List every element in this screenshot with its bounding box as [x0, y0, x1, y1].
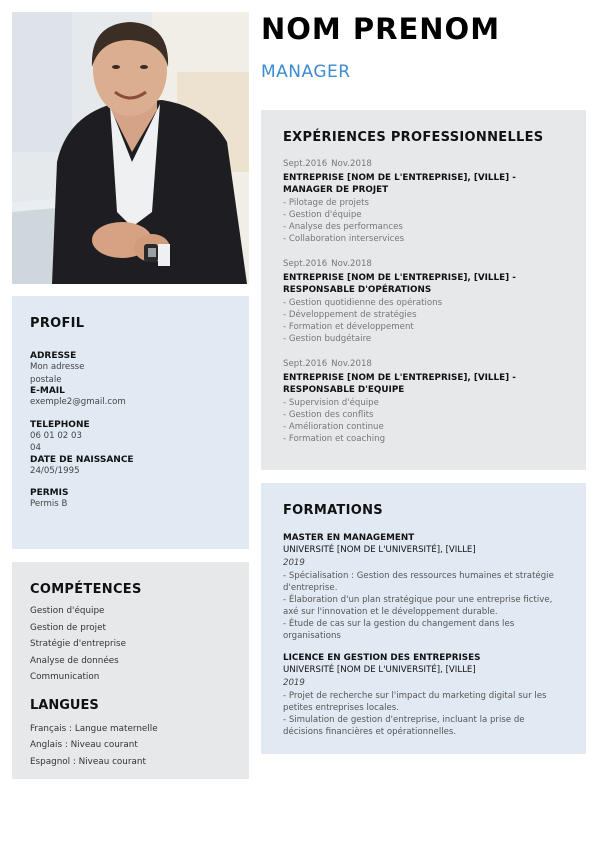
experience-bullet: - Gestion budgétaire: [283, 334, 372, 344]
school-name: UNIVERSITÉ [NOM DE L'UNIVERSITÉ], [VILLE]: [283, 665, 476, 675]
start-date: Sept.2016: [283, 159, 328, 169]
experience-item: [283, 159, 564, 245]
end-date: Nov.2018: [331, 259, 372, 269]
experience-bullet: - Pilotage de projets: [283, 198, 370, 208]
address-value: Mon adresse postale: [30, 362, 85, 385]
profile-title: PROFIL: [30, 316, 85, 331]
education-line: - Simulation de gestion d'entreprise, incluant la prise de décisions financières et opérationnelles.: [283, 715, 525, 737]
experience-bullet: - Amélioration continue: [283, 422, 384, 432]
education-line: - Spécialisation : Gestion des ressources humaines et stratégie d'entreprise.: [283, 571, 554, 593]
education-line: - Étude de cas sur la gestion du changement dans les organisations: [283, 619, 515, 641]
end-date: Nov.2018: [331, 359, 372, 369]
experience-bullet: - Collaboration interservices: [283, 234, 405, 244]
experience-bullet: - Gestion quotidienne des opérations: [283, 298, 443, 308]
experience-section: [261, 110, 586, 470]
end-date: Nov.2018: [331, 159, 372, 169]
experience-dates: [283, 359, 564, 369]
birthdate-value: 24/05/1995: [30, 465, 80, 476]
experience-dates: [283, 159, 564, 169]
birthdate-label: DATE DE NAISSANCE: [30, 454, 134, 465]
experience-item: [283, 359, 564, 445]
education-year: 2019: [283, 678, 305, 688]
languages-title: LANGUES: [30, 697, 99, 713]
experience-heading: ENTREPRISE [NOM DE L'ENTREPRISE], [VILLE] - RESPONSABLE D'OPÉRATIONS: [283, 273, 516, 295]
email-value[interactable]: exemple2@gmail.com: [30, 397, 126, 407]
experience-bullet: - Supervision d'équipe: [283, 398, 379, 408]
language-item: Anglais : Niveau courant: [30, 740, 138, 750]
skill-item: Gestion d'équipe: [30, 606, 105, 616]
skill-item: Gestion de projet: [30, 622, 106, 633]
education-line: - Projet de recherche sur l'impact du marketing digital sur les petites entreprises locales.: [283, 691, 547, 713]
education-year: 2019: [283, 558, 305, 568]
experience-item: [283, 259, 564, 345]
skills-section: [12, 562, 249, 779]
experience-dates: [283, 259, 564, 269]
experience-heading: ENTREPRISE [NOM DE L'ENTREPRISE], [VILLE] - RESPONSABLE D'EQUIPE: [283, 373, 516, 395]
permis-label: PERMIS: [30, 488, 69, 498]
experience-bullet: - Formation et coaching: [283, 434, 386, 444]
education-item: [283, 532, 564, 642]
permis-value: Permis B: [30, 499, 68, 509]
experience-bullet: - Formation et développement: [283, 322, 414, 332]
start-date: Sept.2016: [283, 359, 328, 369]
email-label: E-MAIL: [30, 386, 65, 396]
language-item: Français : Langue maternelle: [30, 723, 158, 734]
school-name: UNIVERSITÉ [NOM DE L'UNIVERSITÉ], [VILLE]: [283, 545, 476, 555]
start-date: Sept.2016: [283, 259, 328, 269]
degree-title: MASTER EN MANAGEMENT: [283, 533, 415, 543]
job-title: MANAGER: [261, 62, 351, 82]
skill-item: Stratégie d'entreprise: [30, 639, 127, 649]
full-name: NOM PRENOM: [261, 12, 501, 46]
education-title: FORMATIONS: [283, 503, 383, 518]
experience-bullet: - Analyse des performances: [283, 222, 403, 232]
phone-label: TELEPHONE: [30, 419, 90, 430]
address-label: ADRESSE: [30, 351, 77, 361]
education-item: [283, 652, 564, 738]
experience-bullet: - Développement de stratégies: [283, 310, 417, 320]
profile-section: [12, 296, 249, 549]
skill-item: Analyse de données: [30, 655, 119, 666]
education-section: [261, 483, 586, 754]
skill-item: Communication: [30, 672, 100, 682]
skills-title: COMPÉTENCES: [30, 582, 142, 597]
experience-bullet: - Gestion d'équipe: [283, 210, 362, 220]
experience-bullet: - Gestion des conflits: [283, 410, 374, 420]
experience-title: EXPÉRIENCES PROFESSIONNELLES: [283, 130, 544, 145]
experience-heading: ENTREPRISE [NOM DE L'ENTREPRISE], [VILLE] - MANAGER DE PROJET: [283, 173, 516, 195]
degree-title: LICENCE EN GESTION DES ENTREPRISES: [283, 653, 481, 663]
profile-photo: [12, 12, 249, 284]
phone-value: 06 01 02 03 04: [30, 430, 82, 453]
language-item: Espagnol : Niveau courant: [30, 756, 146, 767]
education-line: - Élaboration d'un plan stratégique pour une entreprise fictive, axé sur l'innovation et le développement durable.: [283, 595, 553, 617]
